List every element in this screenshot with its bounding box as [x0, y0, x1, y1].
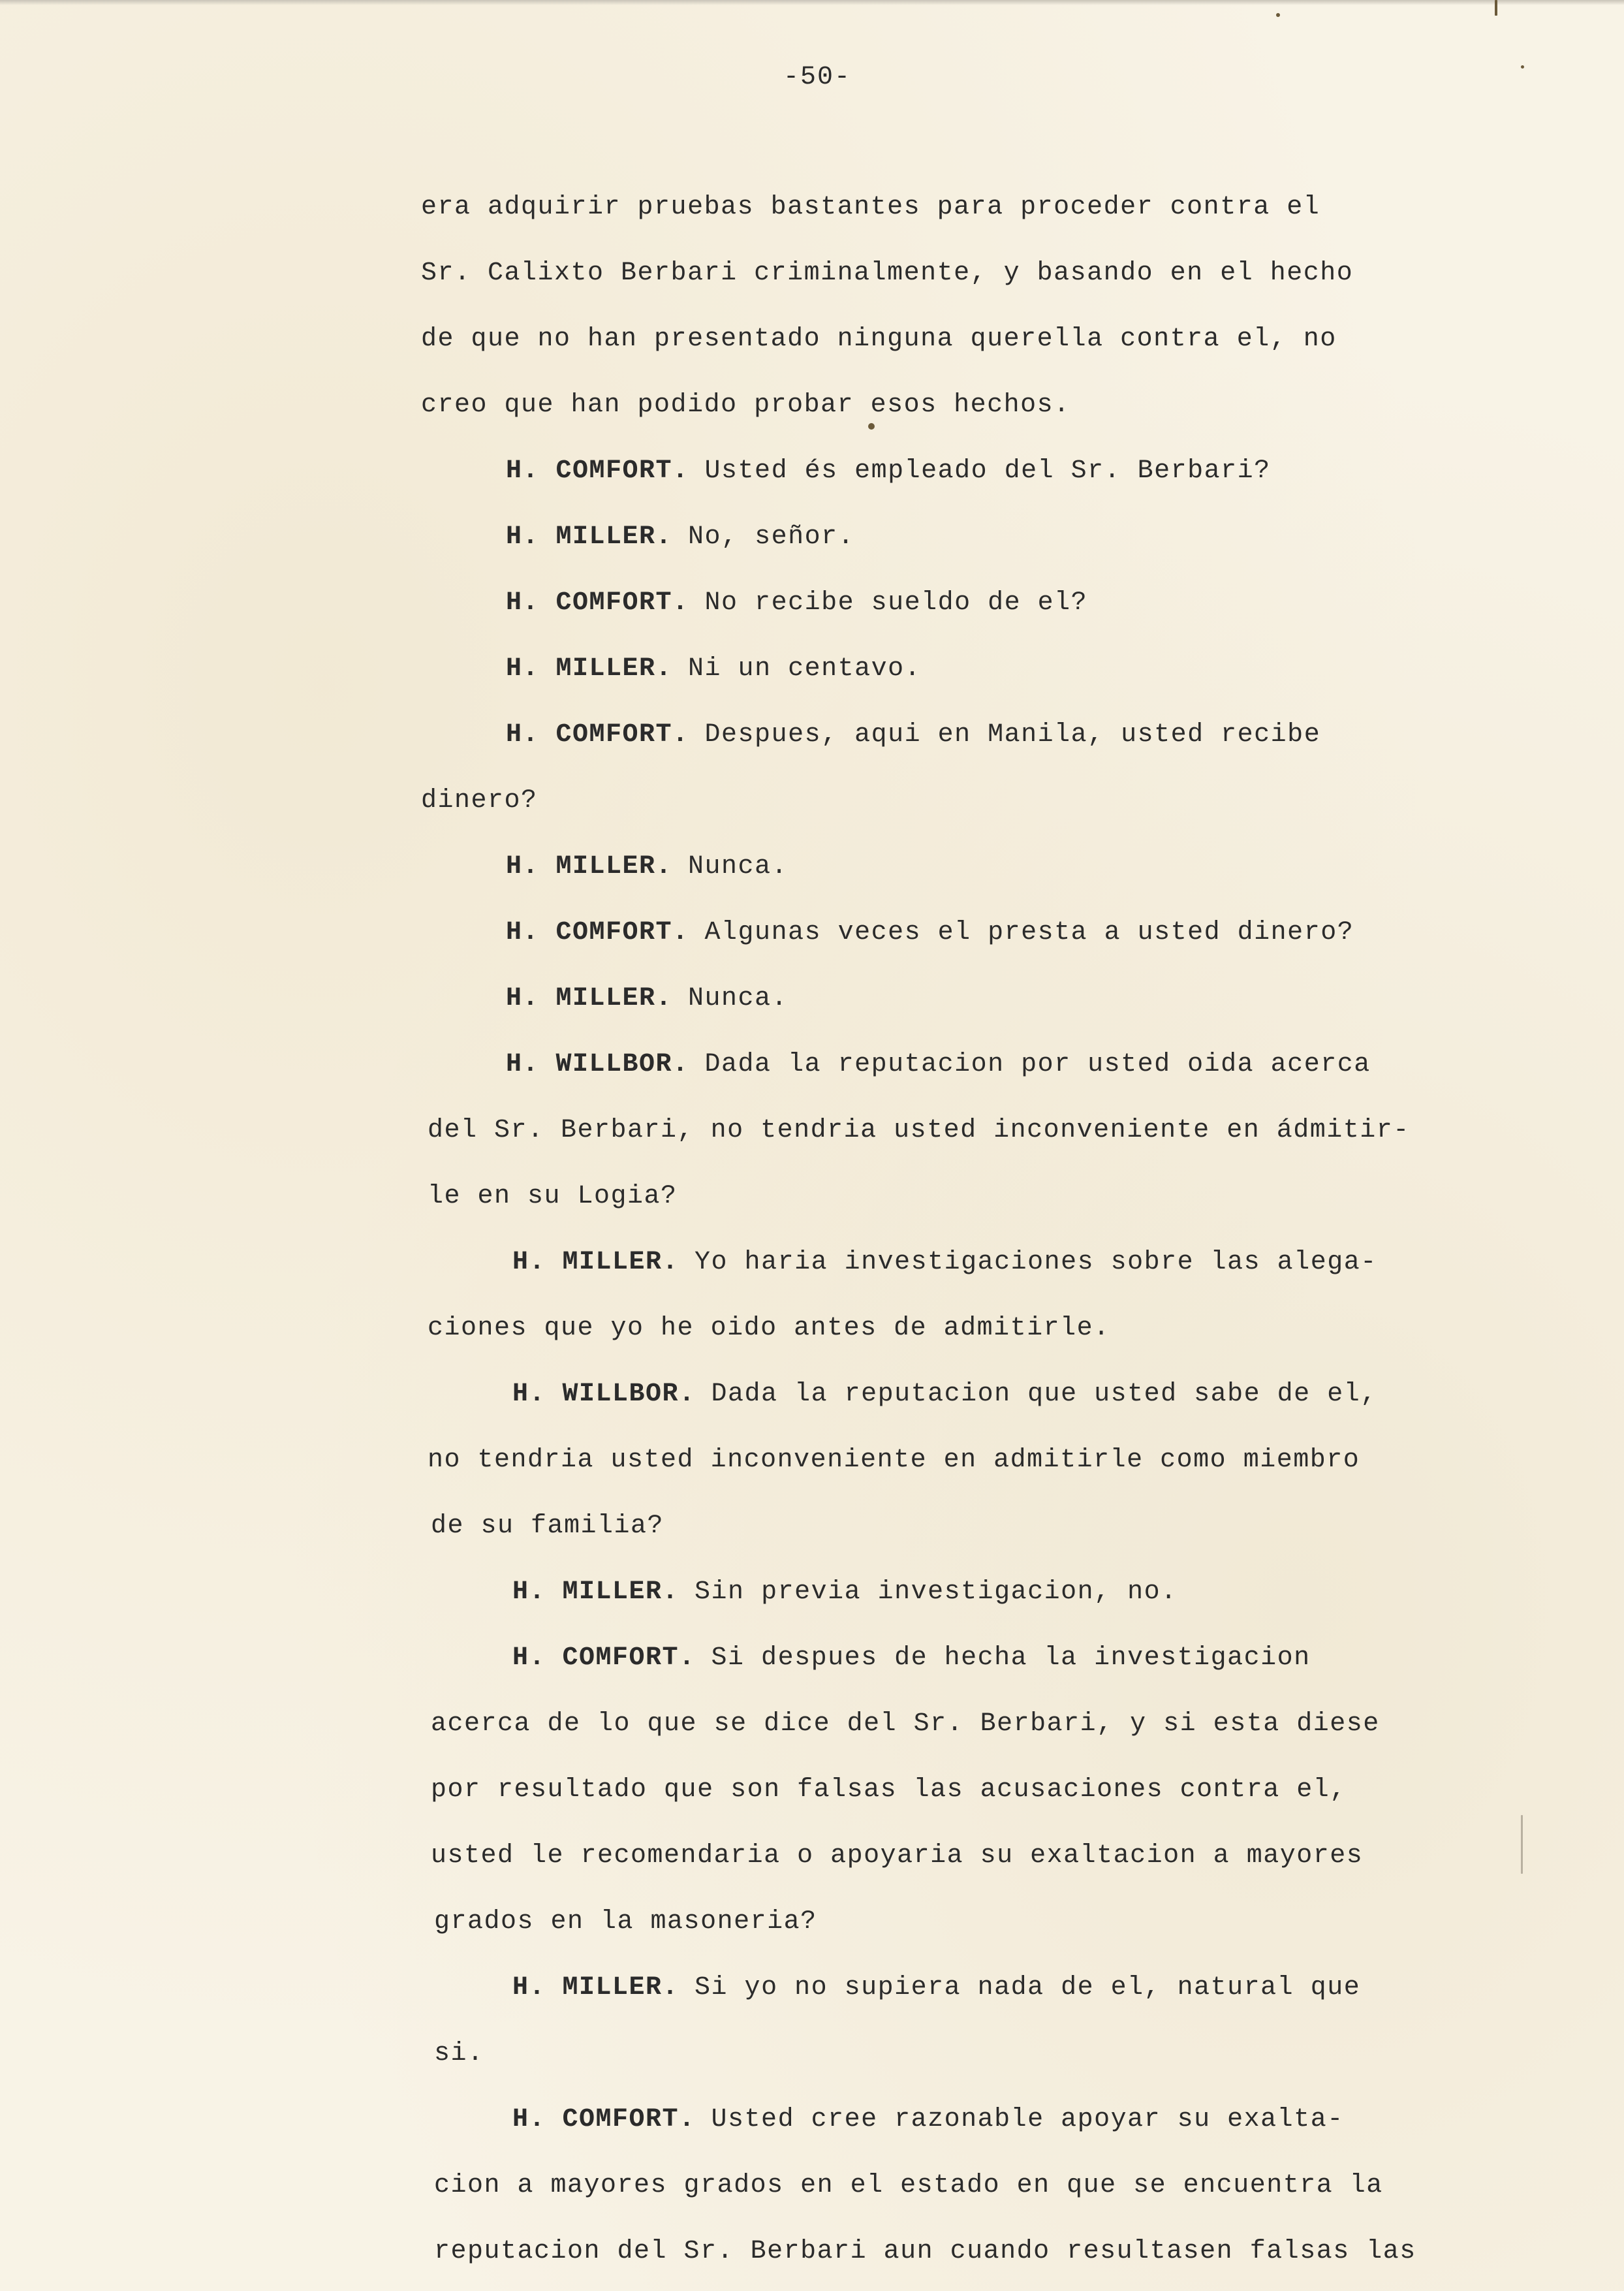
page-number: -50-	[783, 63, 852, 92]
speaker-label: H. COMFORT.	[512, 1643, 696, 1673]
dialogue-line	[506, 1050, 1371, 1079]
scan-speck	[868, 423, 875, 430]
speaker-label: H. MILLER.	[506, 984, 673, 1013]
dialogue-line	[512, 1577, 1178, 1607]
speech-text: Usted cree razonable apoyar su exalta-	[711, 2105, 1344, 2134]
text-line: dinero?	[421, 786, 538, 815]
text-line: grados en la masoneria?	[434, 1907, 817, 1936]
text-line: del Sr. Berbari, no tendria usted inconveniente en ádmitir-	[428, 1116, 1410, 1145]
text-line: le en su Logia?	[428, 1182, 678, 1211]
scan-top-edge	[0, 0, 1624, 5]
text-line: si.	[434, 2039, 484, 2068]
speech-text: Si despues de hecha la investigacion	[711, 1643, 1311, 1673]
text-line: cion a mayores grados en el estado en que se encuentra la	[434, 2171, 1383, 2200]
speech-text: Sin previa investigacion, no.	[695, 1577, 1178, 1607]
dialogue-line	[506, 456, 1271, 486]
text-line: no tendria usted inconveniente en admitirle como miembro	[428, 1446, 1360, 1475]
text-line: reputacion del Sr. Berbari aun cuando resultasen falsas las	[434, 2237, 1416, 2266]
text-line: ciones que yo he oido antes de admitirle.	[428, 1314, 1110, 1343]
dialogue-line	[506, 984, 788, 1013]
speech-text: Ni un centavo.	[688, 654, 922, 684]
scan-speck	[1495, 0, 1497, 16]
speech-text: Usted és empleado del Sr. Berbari?	[704, 456, 1271, 486]
speaker-label: H. WILLBOR.	[506, 1050, 689, 1079]
speech-text: Si yo no supiera nada de el, natural que	[695, 1973, 1361, 2002]
dialogue-line	[506, 852, 788, 881]
speaker-label: H. COMFORT.	[506, 588, 689, 618]
speech-text: Dada la reputacion por usted oida acerca	[704, 1050, 1371, 1079]
dialogue-line	[512, 1973, 1360, 2002]
speaker-label: H. MILLER.	[506, 654, 673, 684]
text-line: Sr. Calixto Berbari criminalmente, y basando en el hecho	[421, 259, 1354, 288]
speech-text: No recibe sueldo de el?	[704, 588, 1088, 618]
text-line: por resultado que son falsas las acusaciones contra el,	[431, 1775, 1347, 1805]
dialogue-line	[506, 522, 854, 552]
speaker-label: H. MILLER.	[512, 1973, 679, 2002]
dialogue-line	[512, 1380, 1377, 1409]
speaker-label: H. COMFORT.	[506, 918, 689, 947]
speech-text: No, señor.	[688, 522, 855, 552]
dialogue-line	[512, 1643, 1311, 1673]
text-line: de que no han presentado ninguna querella contra el, no	[421, 324, 1337, 354]
speaker-label: H. COMFORT.	[506, 456, 689, 486]
text-line: era adquirir pruebas bastantes para proceder contra el	[421, 193, 1320, 222]
scan-speck	[1521, 1815, 1523, 1874]
speaker-label: H. MILLER.	[506, 522, 673, 552]
text-line: usted le recomendaria o apoyaria su exaltacion a mayores	[431, 1841, 1364, 1871]
speaker-label: H. COMFORT.	[506, 720, 689, 750]
speech-text: Yo haria investigaciones sobre las alega-	[695, 1248, 1377, 1277]
dialogue-line	[506, 720, 1320, 750]
speaker-label: H. COMFORT.	[512, 2105, 696, 2134]
speech-text: Algunas veces el presta a usted dinero?	[704, 918, 1354, 947]
speech-text: Dada la reputacion que usted sabe de el,	[711, 1380, 1377, 1409]
speech-text: Nunca.	[688, 984, 789, 1013]
text-line: acerca de lo que se dice del Sr. Berbari, y si esta diese	[431, 1709, 1380, 1739]
text-line: creo que han podido probar esos hechos.	[421, 390, 1070, 420]
speaker-label: H. MILLER.	[506, 852, 673, 881]
speaker-label: H. WILLBOR.	[512, 1380, 696, 1409]
dialogue-line	[506, 588, 1087, 618]
speaker-label: H. MILLER.	[512, 1577, 679, 1607]
text-line: de su familia?	[431, 1511, 664, 1541]
dialogue-line	[506, 654, 921, 684]
dialogue-line	[506, 918, 1354, 947]
speaker-label: H. MILLER.	[512, 1248, 679, 1277]
speech-text: Despues, aqui en Manila, usted recibe	[704, 720, 1321, 750]
speech-text: Nunca.	[688, 852, 789, 881]
dialogue-line	[512, 1248, 1377, 1277]
dialogue-line	[512, 2105, 1344, 2134]
scan-speck	[1276, 13, 1280, 17]
scan-speck	[1521, 65, 1524, 69]
